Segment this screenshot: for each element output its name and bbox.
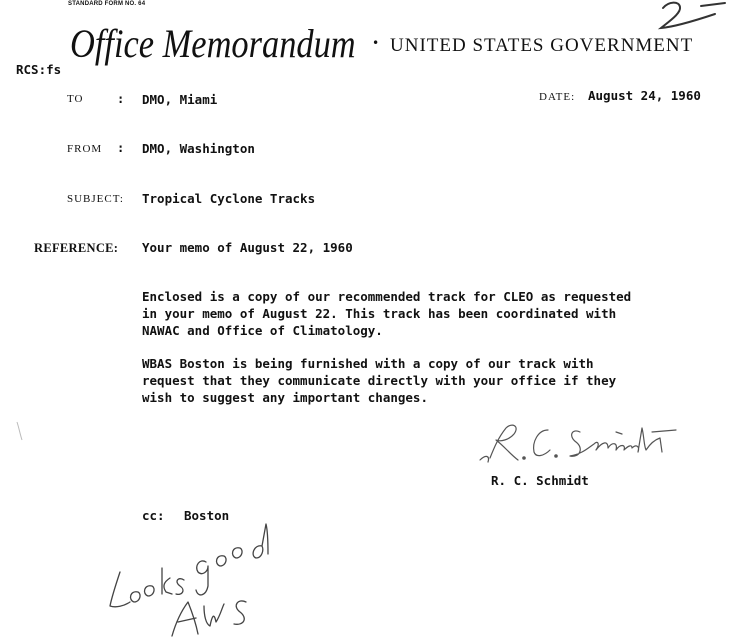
date-label: DATE: (539, 91, 576, 103)
from-label: FROM (67, 143, 103, 155)
body-line: wish to suggest any important changes. (142, 390, 428, 405)
body-line: in your memo of August 22. This track has been coordinated with (142, 306, 617, 321)
body-paragraph-1 (142, 288, 631, 339)
from-separator: : (117, 141, 125, 155)
handwritten-number-two (655, 0, 727, 34)
memo-title: Office Memorandum (70, 21, 356, 66)
reference-label: REFERENCE: (34, 241, 119, 255)
government-heading: UNITED STATES GOVERNMENT (390, 35, 694, 56)
title-bullet: • (372, 36, 380, 50)
date-value: August 24, 1960 (588, 88, 701, 103)
cc-value: Boston (184, 508, 230, 523)
body-line: Enclosed is a copy of our recommended track for CLEO as requested (142, 289, 632, 304)
cc-label: cc: (142, 508, 165, 523)
body-line: request that they communicate directly with your office if they (142, 373, 617, 388)
subject-label: SUBJECT: (67, 193, 124, 205)
to-value: DMO, Miami (142, 92, 218, 107)
to-separator: : (117, 92, 125, 106)
to-label: TO (67, 93, 84, 105)
body-line: WBAS Boston is being furnished with a copy of our track with (142, 356, 594, 371)
body-paragraph-2 (142, 355, 616, 406)
subject-value: Tropical Cyclone Tracks (142, 191, 316, 206)
form-number: STANDARD FORM NO. 64 (68, 1, 146, 7)
scan-mark (14, 420, 24, 442)
reference-initials: RCS:fs (16, 62, 62, 77)
handwritten-annotation (100, 520, 290, 637)
reference-value: Your memo of August 22, 1960 (142, 240, 353, 255)
from-value: DMO, Washington (142, 141, 255, 156)
body-line: NAWAC and Office of Climatology. (142, 323, 383, 338)
signer-typed-name: R. C. Schmidt (491, 473, 589, 488)
handwritten-signature (476, 418, 686, 470)
